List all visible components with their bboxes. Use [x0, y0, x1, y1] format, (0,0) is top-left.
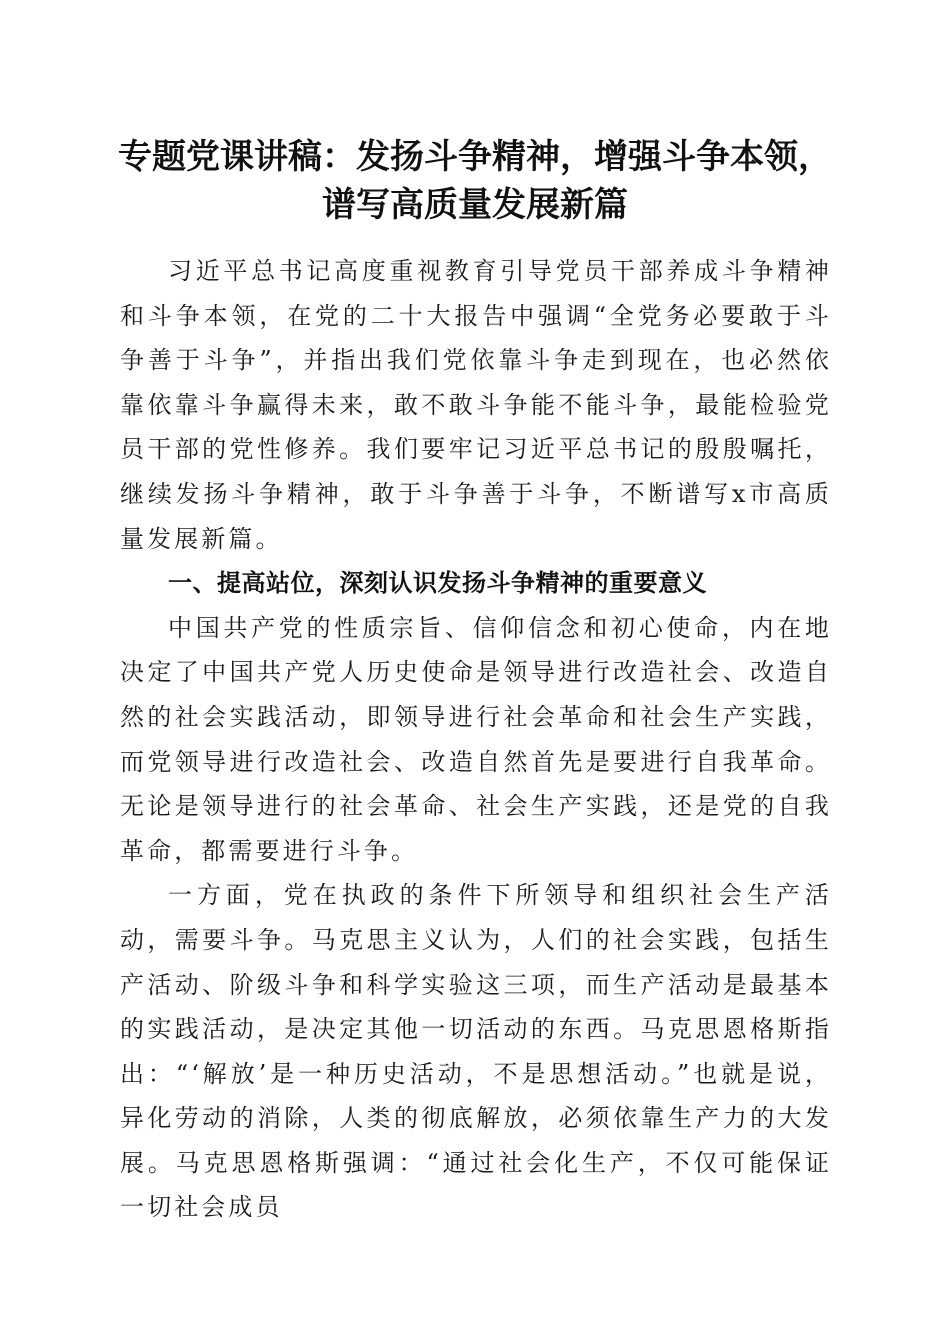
paragraph-section1-1: 中国共产党的性质宗旨、信仰信念和初心使命，内在地决定了中国共产党人历史使命是领导进行改造社会、改造自然的社会实践活动，即领导进行社会革命和社会生产实践，而党领导进行改造社会、改造自然首先是要进行自我革命。无论是领导进行的社会革命、社会生产实践，还是党的自我革命，都需要进行斗争。	[120, 613, 832, 865]
document-body	[120, 249, 832, 1230]
document-title	[100, 133, 850, 229]
paragraph-section1-2: 一方面，党在执政的条件下所领导和组织社会生产活动，需要斗争。马克思主义认为，人们的社会实践，包括生产活动、阶级斗争和科学实验这三项，而生产活动是最基本的实践活动，是决定其他一切活动的东西。马克思恩格斯指出：“‘解放’是一种历史活动，不是思想活动。”也就是说，异化劳动的消除，人类的彻底解放，必须依靠生产力的大发展。马克思恩格斯强调：“通过社会化生产，不仅可能保证一切社会成员	[120, 881, 832, 1222]
paragraph-intro: 习近平总书记高度重视教育引导党员干部养成斗争精神和斗争本领，在党的二十大报告中强调“全党务必要敢于斗争善于斗争”，并指出我们党依靠斗争走到现在，也必然依靠依靠斗争赢得未来，敢不敢斗争能不能斗争，最能检验党员干部的党性修养。我们要牢记习近平总书记的殷殷嘱托，继续发扬斗争精神，敢于斗争善于斗争，不断谱写x市高质量发展新篇。	[120, 257, 832, 553]
section-heading-1: 一、提高站位，深刻认识发扬斗争精神的重要意义	[168, 569, 707, 598]
title-line-1: 专题党课讲稿：发扬斗争精神，增强斗争本领，	[118, 137, 832, 177]
title-line-2: 谱写高质量发展新篇	[322, 185, 628, 225]
